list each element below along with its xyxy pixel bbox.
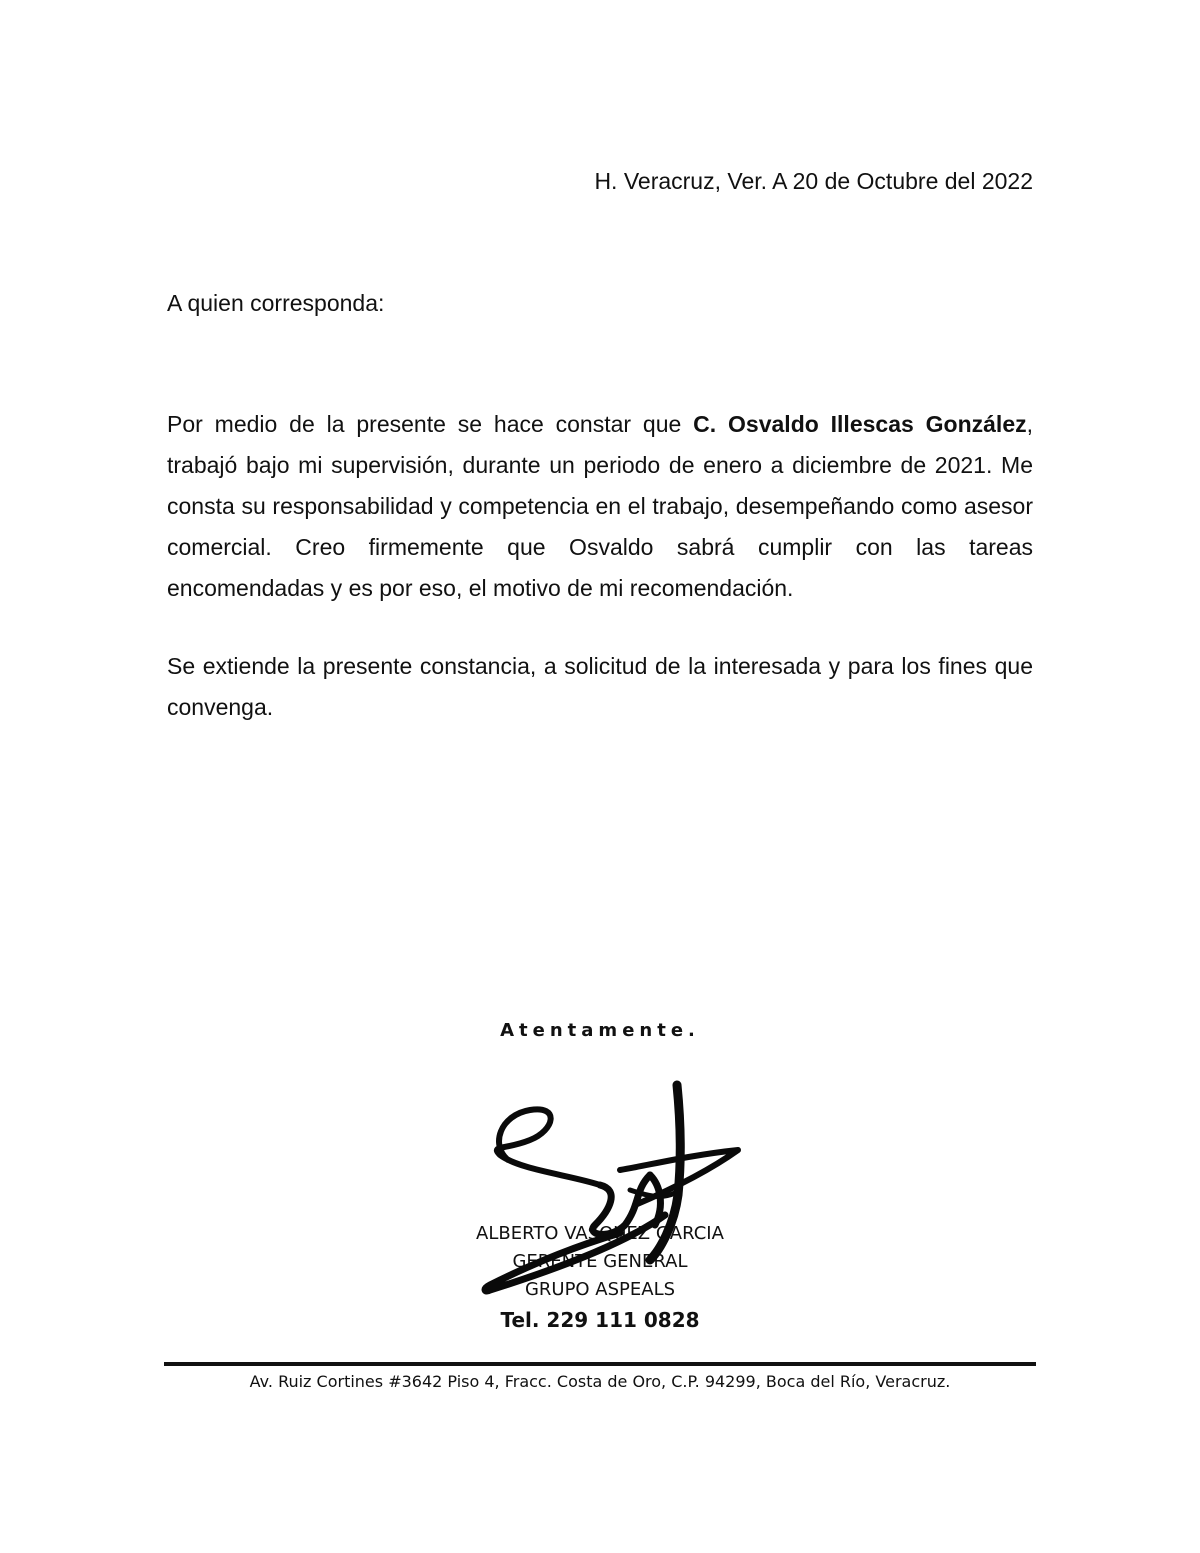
- signature-icon: [460, 1075, 750, 1305]
- paragraph-rest: , trabajó bajo mi supervisión, durante un periodo de enero a diciembre de 2021. Me consta su responsabilidad y competencia en el trabajo, desempeñando como asesor comercial. Creo firmemente que Osvaldo sabrá cumplir con las tareas encomendadas y es por eso, el motivo de mi recomendación.: [167, 411, 1033, 601]
- closing: Atentamente.: [500, 1020, 700, 1041]
- body-paragraph-2: Se extiende la presente constancia, a solicitud de la interesada y para los fines que convenga.: [167, 653, 1033, 720]
- employee-name: C. Osvaldo Illescas González: [693, 411, 1027, 437]
- paragraph-lead: Por medio de la presente se hace constar que: [167, 411, 694, 437]
- footer-address: Av. Ruiz Cortines #3642 Piso 4, Fracc. Costa de Oro, C.P. 94299, Boca del Río, Veracruz.: [249, 1372, 951, 1391]
- signer-name: ALBERTO VASQUEZ GARCIA: [476, 1223, 724, 1244]
- date-line: H. Veracruz, Ver. A 20 de Octubre del 2022: [594, 168, 1033, 194]
- body-paragraph-1: [167, 404, 1033, 609]
- signer-phone: Tel. 229 111 0828: [500, 1308, 700, 1332]
- signer-title: GERENTE GENERAL: [512, 1251, 688, 1272]
- footer-divider: [164, 1362, 1036, 1366]
- salutation: A quien corresponda:: [167, 290, 385, 316]
- signer-company: GRUPO ASPEALS: [524, 1279, 676, 1300]
